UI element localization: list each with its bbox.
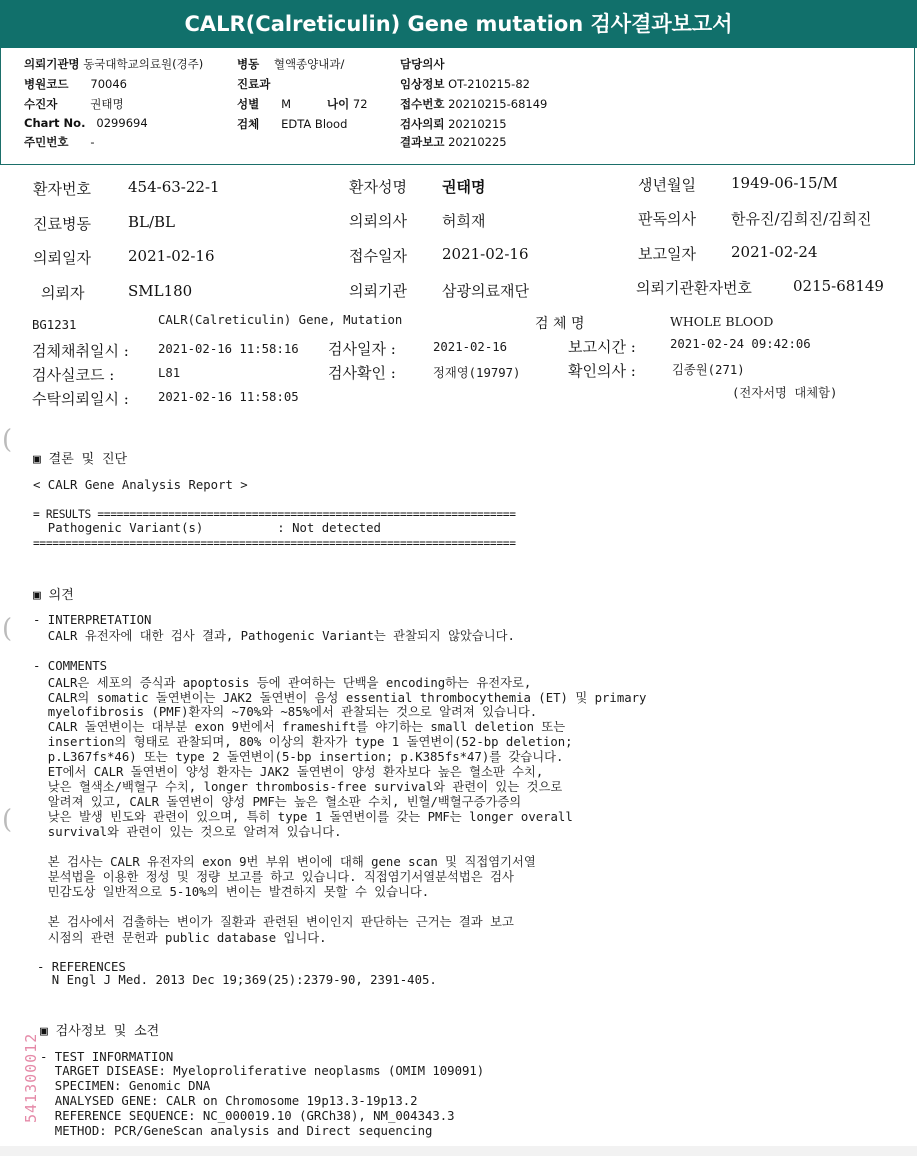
collect-time-value: 2021-02-16 11:58:16 [158,342,299,356]
target-disease: TARGET DISEASE: Myeloproliferative neoplasms (OMIM 109091) [40,1064,485,1078]
patient-no-label: 환자번호 [33,180,91,198]
evidence-note-line: 본 검사에서 검출하는 변이가 질환과 관련된 변이인지 판단하는 근거는 결과 보고 [33,915,514,929]
receive-date-label: 접수일자 [349,247,407,265]
method-note-line: 민감도상 일반적으로 5-10%의 변이는 발견하지 못할 수 있습니다. [33,885,430,899]
collect-time-label: 검체채취일시 : [32,342,129,360]
references-heading: - REFERENCES [37,960,126,974]
patient-name-value: 권태명 [442,178,486,196]
referring-institution-value: 삼광의료재단 [442,282,529,300]
header-accession-no: 접수번호 20210215-68149 [400,97,548,111]
institution-patient-no-label: 의뢰기관환자번호 [636,279,752,297]
method-note-line: 분석법을 이용한 정성 및 정량 보고를 하고 있습니다. 직접염기서열분석법은 검사 [33,870,514,884]
header-institution: 의뢰기관명 동국대학교의료원(경주) [24,57,204,71]
requester-label: 의뢰자 [41,284,85,302]
referring-doctor-label: 의뢰의사 [349,212,407,230]
comments-line: insertion의 형태로 관찰되며, 80% 이상의 환자가 type 1 돌연변이(52-bp deletion; [33,735,573,749]
section-opinion: ▣ 의견 [33,588,74,603]
birthdate-value: 1949-06-15/M [731,174,838,192]
evidence-note-line: 시점의 관련 문헌과 public database 입니다. [33,931,327,945]
request-date-label: 의뢰일자 [33,249,91,267]
header-patient: 수진자 권태명 [24,97,124,111]
comments-line: CALR은 세포의 증식과 apoptosis 등에 관여하는 단백을 encoding하는 유전자로, [33,676,532,690]
request-date-value: 2021-02-16 [128,247,215,265]
header-clinical-info: 임상정보 OT-210215-82 [400,77,530,91]
institution-patient-no-value: 0215-68149 [793,277,884,295]
specimen-name-value: WHOLE BLOOD [670,314,774,329]
pathogenic-variant-result: Pathogenic Variant(s) : Not detected [33,521,381,535]
report-time-label: 보고시간 : [568,338,636,356]
comments-line: CALR의 somatic 돌연변이는 JAK2 돌연변이 음성 essential thrombocythemia (ET) 및 primary [33,691,647,705]
reference-citation: N Engl J Med. 2013 Dec 19;369(25):2379-90, 2391-405. [37,973,437,987]
reference-sequence: REFERENCE SEQUENCE: NC_000019.10 (GRCh38), NM_004343.3 [40,1109,455,1123]
header-department: 진료과 [237,77,271,91]
section-test-information: ▣ 검사정보 및 소견 [40,1024,160,1039]
method: METHOD: PCR/GeneScan analysis and Direct sequencing [40,1124,433,1138]
header-age: 나이 72 [327,97,368,111]
comments-line: survival와 관련이 있는 것으로 알려져 있습니다. [33,825,342,839]
comments-line: 낮은 혈색소/백혈구 수치, longer thrombosis-free survival와 관련이 있는 것으로 [33,780,563,794]
analysis-report-title: < CALR Gene Analysis Report > [33,478,248,492]
scan-artifact: ( [2,425,13,455]
receive-time-label: 수탁의뢰일시 : [32,390,129,408]
header-hospital-code: 병원코드 70046 [24,77,127,91]
ward-label: 진료병동 [33,215,91,233]
receive-date-value: 2021-02-16 [442,245,529,263]
ward-value: BL/BL [128,213,176,231]
reading-doctor-label: 판독의사 [638,210,696,228]
report-date-label: 보고일자 [638,245,696,263]
specimen-name-label: 검 체 명 [535,316,585,332]
comments-line: 낮은 발생 빈도와 관련이 있으며, 특히 type 1 돌연변이를 갖는 PMF는 longer overall [33,810,573,824]
comments-line: myelofibrosis (PMF)환자의 ~70%와 ~85%에서 관찰되는 것으로 알려져 있습니다. [33,705,538,719]
header-resident-no: 주민번호 - [24,135,95,149]
test-info-heading: - TEST INFORMATION [40,1050,174,1064]
header-chart-no: Chart No. 0299694 [24,116,148,130]
header-report-date: 결과보고 20210225 [400,135,507,149]
lab-code-value: L81 [158,366,181,380]
scan-artifact: ( [2,614,13,644]
report-title: CALR(Calreticulin) Gene mutation 검사결과보고서 [0,0,917,48]
interpretation-text: CALR 유전자에 대한 검사 결과, Pathogenic Variant는 관찰되지 않았습니다. [33,629,515,643]
results-line: = RESULTS ================================================================= [33,508,516,521]
test-code: BG1231 [32,318,77,332]
svg-text:541300012: 541300012 [22,1032,40,1123]
report-date-value: 2021-02-24 [731,243,818,261]
report-time-value: 2021-02-24 09:42:06 [670,337,811,351]
referring-institution-label: 의뢰기관 [349,282,407,300]
scan-artifact: ( [2,805,13,835]
method-note-line: 본 검사는 CALR 유전자의 exon 9번 부위 변이에 대해 gene scan 및 직접염기서열 [33,855,536,869]
header-request-date: 검사의뢰 20210215 [400,117,507,131]
test-confirm-value: 정재영(19797) [433,366,521,380]
lab-code-label: 검사실코드 : [32,366,115,384]
header-specimen: 검체 EDTA Blood [237,117,348,131]
header-sex: 성별 M [237,97,292,111]
interpretation-heading: - INTERPRETATION [33,613,152,627]
vertical-stamp-number [18,1005,44,1123]
test-name: CALR(Calreticulin) Gene, Mutation [158,313,403,327]
test-confirm-label: 검사확인 : [328,364,396,382]
page-bottom-edge [0,1146,917,1156]
patient-no-value: 454-63-22-1 [128,178,220,196]
comments-line: p.L367fs*46) 또는 type 2 돌연변이(5-bp insertion; p.K385fs*47)를 갖습니다. [33,750,564,764]
comments-line: CALR 돌연변이는 대부분 exon 9번에서 frameshift를 야기하는 small deletion 또는 [33,720,566,734]
comments-line: 알려져 있고, CALR 돌연변이 양성 PMF는 높은 혈소판 수치, 빈혈/백혈구증가증의 [33,795,522,809]
comments-line: ET에서 CALR 돌연변이 양성 환자는 JAK2 돌연변이 양성 환자보다 높은 혈소판 수치, [33,765,544,779]
e-signature-note: (전자서명 대체함) [732,386,838,400]
reading-doctor-value: 한유진/김희진/김희진 [731,210,872,228]
test-date-label: 검사일자 : [328,340,396,358]
verify-doctor-value: 김종원(271) [672,363,745,377]
patient-name-label: 환자성명 [349,178,407,196]
verify-doctor-label: 확인의사 : [568,362,636,380]
requester-value: SML180 [128,282,193,300]
comments-heading: - COMMENTS [33,659,108,673]
analysed-gene: ANALYSED GENE: CALR on Chromosome 19p13.3-19p13.2 [40,1094,418,1108]
referring-doctor-value: 허희재 [442,212,486,230]
header-ward: 병동 혈액종양내과/ [237,57,345,71]
receive-time-value: 2021-02-16 11:58:05 [158,390,299,404]
section-conclusion: ▣ 결론 및 진단 [33,452,128,467]
equals-line: =========================================================================== [33,537,516,550]
header-doctor: 담당의사 [400,57,445,71]
specimen-type: SPECIMEN: Genomic DNA [40,1079,211,1093]
birthdate-label: 생년월일 [638,176,696,194]
test-date-value: 2021-02-16 [433,340,508,354]
